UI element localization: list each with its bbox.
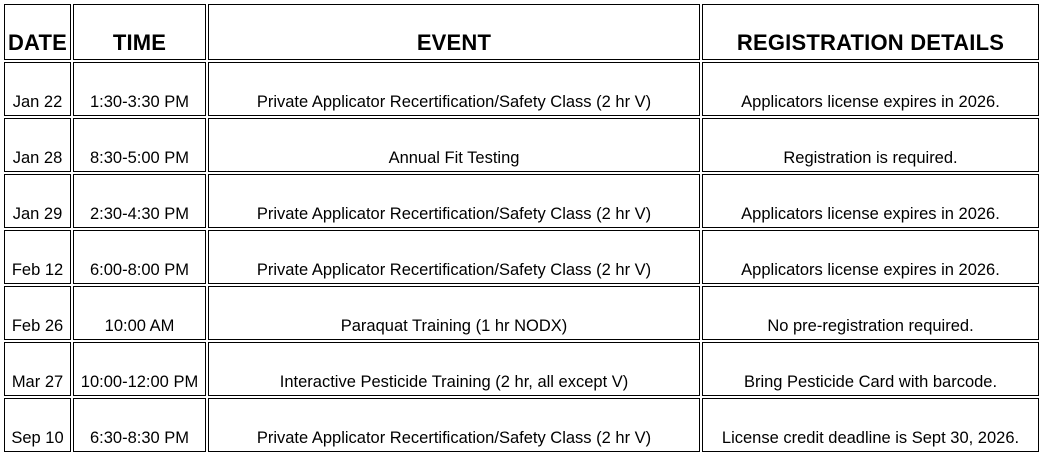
table-row — [4, 342, 1039, 396]
cell-date: Mar 27 — [4, 342, 71, 396]
cell-registration: Applicators license expires in 2026. — [702, 230, 1039, 284]
cell-registration: Applicators license expires in 2026. — [702, 62, 1039, 116]
table-row — [4, 398, 1039, 452]
cell-time: 6:30-8:30 PM — [73, 398, 206, 452]
cell-time: 8:30-5:00 PM — [73, 118, 206, 172]
cell-registration: Applicators license expires in 2026. — [702, 174, 1039, 228]
cell-date: Feb 26 — [4, 286, 71, 340]
cell-event: Interactive Pesticide Training (2 hr, all except V) — [208, 342, 700, 396]
cell-date: Jan 29 — [4, 174, 71, 228]
cell-event: Private Applicator Recertification/Safety Class (2 hr V) — [208, 398, 700, 452]
cell-time: 10:00-12:00 PM — [73, 342, 206, 396]
header-event: EVENT — [208, 4, 700, 60]
cell-date: Jan 22 — [4, 62, 71, 116]
table-row — [4, 174, 1039, 228]
schedule-table-container — [2, 2, 1041, 454]
cell-date: Feb 12 — [4, 230, 71, 284]
cell-time: 6:00-8:00 PM — [73, 230, 206, 284]
cell-time: 2:30-4:30 PM — [73, 174, 206, 228]
header-time: TIME — [73, 4, 206, 60]
cell-date: Sep 10 — [4, 398, 71, 452]
table-header-row — [4, 4, 1039, 60]
cell-registration: Bring Pesticide Card with barcode. — [702, 342, 1039, 396]
cell-event: Private Applicator Recertification/Safety Class (2 hr V) — [208, 62, 700, 116]
table-row — [4, 230, 1039, 284]
cell-event: Paraquat Training (1 hr NODX) — [208, 286, 700, 340]
cell-event: Private Applicator Recertification/Safety Class (2 hr V) — [208, 174, 700, 228]
header-date: DATE — [4, 4, 71, 60]
event-schedule-table — [2, 2, 1041, 454]
cell-time: 1:30-3:30 PM — [73, 62, 206, 116]
cell-event: Private Applicator Recertification/Safety Class (2 hr V) — [208, 230, 700, 284]
cell-registration: No pre-registration required. — [702, 286, 1039, 340]
table-row — [4, 118, 1039, 172]
table-row — [4, 62, 1039, 116]
header-registration-details: REGISTRATION DETAILS — [702, 4, 1039, 60]
cell-date: Jan 28 — [4, 118, 71, 172]
cell-time: 10:00 AM — [73, 286, 206, 340]
cell-registration: Registration is required. — [702, 118, 1039, 172]
table-row — [4, 286, 1039, 340]
cell-registration: License credit deadline is Sept 30, 2026. — [702, 398, 1039, 452]
cell-event: Annual Fit Testing — [208, 118, 700, 172]
